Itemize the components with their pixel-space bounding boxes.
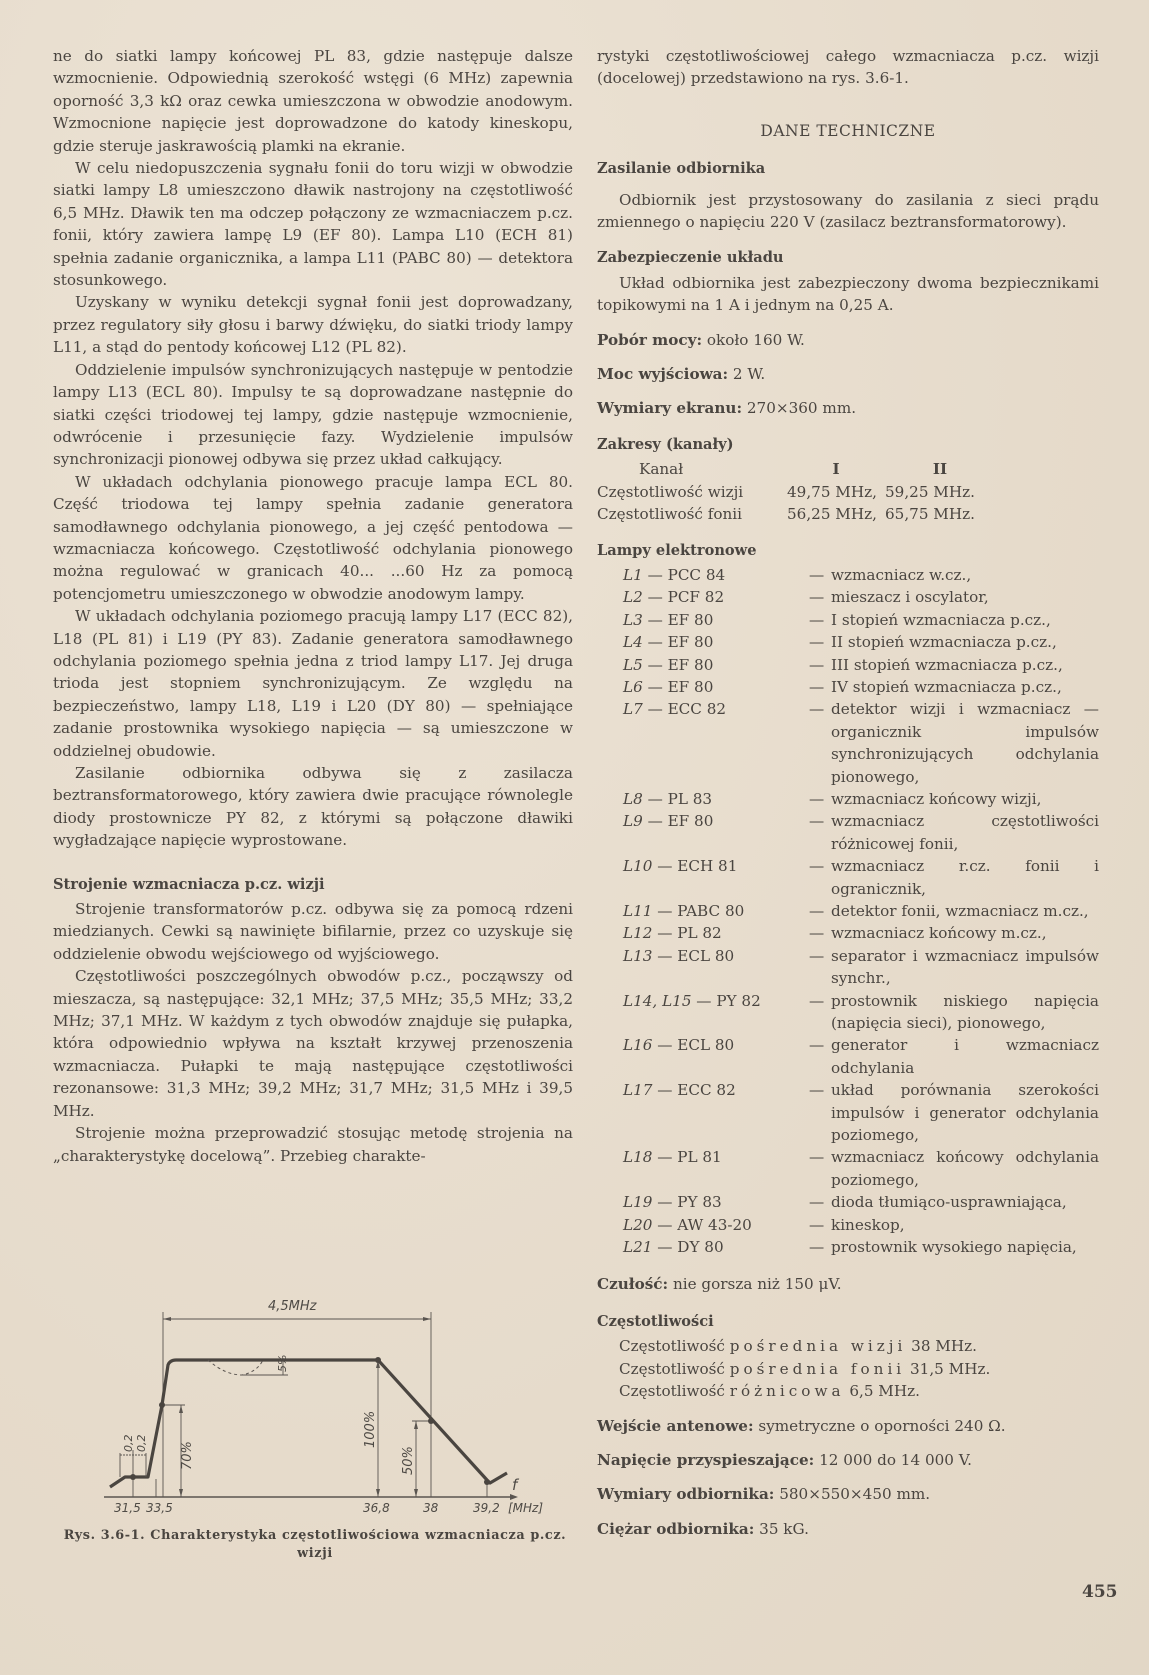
tube-type: PCC 84: [667, 565, 726, 584]
dash-separator: —: [642, 588, 668, 607]
tube-type: EF 80: [667, 610, 714, 629]
tube-function: separator i wzmacniacz impulsów synchr.,: [831, 946, 1099, 988]
dash-separator: —: [809, 655, 825, 674]
tube-type: EF 80: [667, 655, 714, 674]
dash-separator: —: [652, 1193, 678, 1212]
tube-id: [623, 698, 809, 788]
tube-designator: L21: [623, 1238, 653, 1257]
paragraph: W układach odchylania pionowego pracuje lampa ECL 80. Część triodowa tej lampy spełnia zadanie generatora samodławnego odchylania pionowego, a jej część pentodowa — wzmacniacza końcowego. Częstotliwość odchylania pionowego można regulować w granicach 40... ...60 Hz za pomocą potencjometru umieszczonego w obwodzie anodowym lampy.: [53, 472, 573, 603]
main-heading: DANE TECHNICZNE: [760, 121, 936, 140]
tube-type: PL 83: [667, 789, 713, 808]
dip-label: 5%: [276, 1354, 289, 1372]
paragraph: rystyki częstotliwościowej całego wzmacniacza p.cz. wizji (docelowej) przedstawiono na rys. 3.6-1.: [597, 47, 1099, 88]
tube-id: [623, 609, 809, 631]
tube-function: kineskop,: [831, 1215, 905, 1234]
label-100-percent: 100%: [363, 1410, 378, 1448]
tube-id: [623, 788, 809, 810]
spec-label: Wejście antenowe:: [597, 1416, 754, 1435]
dash-separator: —: [809, 610, 825, 629]
tick-label: 38: [423, 1501, 439, 1515]
caption-line: Rys. 3.6-1. Charakterystyka częstotliwościowa wzmacniacza p.cz.: [63, 1528, 567, 1543]
tube-designator: L11: [623, 902, 653, 920]
table-cell: 59,25 MHz.: [885, 482, 975, 501]
tube-list-item: [623, 1079, 1099, 1146]
axis-f-label: f: [512, 1476, 518, 1494]
tube-list-item: [623, 698, 1099, 788]
tick-label: 33,5: [146, 1501, 173, 1515]
tube-designator: L4: [623, 633, 643, 652]
tube-id: [623, 1191, 809, 1213]
dash-separator: —: [809, 812, 825, 831]
left-column: [53, 45, 573, 1167]
dash-separator: —: [809, 924, 825, 943]
paragraph: W celu niedopuszczenia sygnału fonii do toru wizji w obwodzie siatki lampy L8 umieszczono dławik nastrojony na częstotliwość 6,5 MHz. Dławik ten ma odczep połączony ze wzmacniaczem p.cz. fonii, który zawiera lampę L9 (EF 80). Lampa L10 (ECH 81) spełnia zadanie organicznika, a lampa L11 (PABC 80) — detektora stosunkowego.: [53, 159, 573, 290]
spec-value: symetryczne o oporności 240 Ω.: [758, 1416, 1006, 1435]
tube-function: mieszacz i oscylator,: [831, 588, 989, 607]
tube-list-item: [623, 631, 1099, 653]
spec-value: 270×360 mm.: [746, 399, 857, 418]
paragraph: Układ odbiornika jest zabezpieczony dwoma bezpiecznikami topikowymi na 1 A i jednym na 0,25 A.: [597, 273, 1099, 315]
channel-table: [597, 458, 1099, 525]
spec-label: Pobór mocy:: [597, 330, 703, 349]
dash-separator: —: [809, 1036, 825, 1055]
tube-designator: L18: [623, 1148, 653, 1167]
tube-type: PL 81: [677, 1148, 722, 1167]
tube-list-item: [623, 1146, 1099, 1191]
spec-antenna-input: [597, 1415, 1099, 1437]
tube-designator: L5: [623, 655, 643, 674]
spec-label: Czułość:: [597, 1274, 669, 1293]
tube-designator: L17: [623, 1081, 653, 1100]
spec-power-consumption: [597, 329, 1099, 351]
tube-list-item: [623, 654, 1099, 676]
tube-function: detektor wizji i wzmacniacz — organicznik impulsów synchronizujących odchylania pionowego,: [831, 700, 1099, 786]
tick-label: 39,2: [473, 1501, 500, 1515]
dash-separator: —: [809, 633, 825, 652]
tube-designator: L3: [623, 610, 643, 629]
freq-value: 38 MHz.: [911, 1337, 977, 1356]
tube-type: PABC 80: [677, 902, 745, 920]
spec-accel-voltage: [597, 1449, 1099, 1471]
tube-function: generator i wzmacniacz odchylania: [831, 1036, 1099, 1077]
tube-id: [623, 654, 809, 676]
dash-separator: —: [809, 1148, 825, 1167]
spec-value: 2 W.: [732, 365, 766, 384]
tube-type: ECL 80: [677, 1036, 735, 1055]
dash-separator: —: [809, 789, 825, 808]
tube-id: [623, 1034, 809, 1079]
tube-id: [623, 855, 809, 900]
dash-separator: —: [809, 677, 825, 696]
freq-type: pośrednia wizji: [729, 1337, 907, 1356]
tube-function: wzmacniacz końcowy m.cz.,: [831, 924, 1047, 943]
tube-designator: L12: [623, 924, 653, 943]
tube-type: PCF 82: [667, 588, 725, 607]
freq-prefix: Częstotliwość: [619, 1359, 725, 1378]
tube-list-item: [623, 990, 1099, 1035]
spec-screen-size: [597, 397, 1099, 419]
tube-id: [623, 586, 809, 608]
tube-function: prostownik wysokiego napięcia,: [831, 1238, 1077, 1257]
tube-type: EF 80: [667, 812, 714, 831]
tube-list-item: [623, 564, 1099, 586]
dash-separator: —: [809, 857, 825, 876]
tube-function: układ porównania szerokości impulsów i generator odchylania poziomego,: [831, 1081, 1099, 1145]
tube-list-item: [623, 676, 1099, 698]
dash-separator: —: [809, 1238, 825, 1257]
tick-label: 36,8: [363, 1501, 390, 1515]
tube-id: [623, 1214, 809, 1236]
spec-label: Moc wyjściowa:: [597, 365, 729, 384]
spec-sensitivity: [597, 1273, 1099, 1295]
dash-separator: —: [809, 588, 825, 607]
label-70-percent: 70%: [180, 1441, 195, 1470]
freq-value: 31,5 MHz.: [910, 1359, 991, 1378]
tube-type: PY 83: [677, 1193, 722, 1212]
table-cell: 65,75 MHz.: [885, 505, 975, 524]
spec-value: 580×550×450 mm.: [779, 1485, 931, 1504]
tube-list-item: [623, 922, 1099, 944]
dash-separator: —: [809, 1215, 825, 1234]
paragraph: Oddzielenie impulsów synchronizujących następuje w pentodzie lampy L13 (ECL 80). Impulsy te są doprowadzane następnie do siatki części triodowej tej lampy, gdzie następuje wzmocnienie, odwrócenie i przesunięcie fazy. Wydzielenie impulsów synchronizacji pionowej odbywa się przez układ całkujący.: [53, 360, 573, 469]
tube-designator: L13: [623, 946, 653, 965]
tick-label: 31,5: [114, 1501, 141, 1515]
tube-id: [623, 1236, 809, 1258]
tube-list-item: [623, 1191, 1099, 1213]
dash-separator: —: [809, 1193, 825, 1212]
figure-caption: [55, 1527, 575, 1563]
paragraph: Uzyskany w wyniku detekcji sygnał fonii jest doprowadzany, przez regulatory siły głosu i barwy dźwięku, do siatki triody lampy L11, a stąd do pentody końcowej L12 (PL 82).: [53, 293, 573, 357]
tube-type: ECH 81: [677, 857, 738, 876]
dash-separator: —: [652, 1148, 678, 1167]
paragraph: W układach odchylania poziomego pracują lampy L17 (ECC 82), L18 (PL 81) i L19 (PY 83). Zadanie generatora samodławnego odchylania poziomego spełnia jedna z triod lampy L17. Jej druga trioda jest stopniem synchronizującym. Ze względu na bezpieczeństwo, lampy L18, L19 i L20 (DY 80) — spełniające zadanie prostownika wysokiego napięcia — są umieszczone w oddzielnej obudowie.: [53, 607, 573, 760]
dash-separator: —: [652, 924, 678, 943]
frequency-response-figure: [90, 1290, 560, 1530]
dash-separator: —: [691, 991, 717, 1010]
paragraph: Strojenie transformatorów p.cz. odbywa się za pomocą rdzeni miedzianych. Cewki są nawinięte bifilarnie, przez co uzyskuje się oddzielenie obwodu wejściowego od wyjściowego.: [53, 900, 573, 963]
tube-function: prostownik niskiego napięcia (napięcia sieci), pionowego,: [831, 991, 1099, 1033]
tube-type: ECC 82: [677, 1081, 736, 1100]
tube-function: wzmacniacz końcowy wizji,: [831, 789, 1042, 808]
tube-type: EF 80: [667, 633, 714, 652]
frequency-item: [619, 1335, 1099, 1357]
dash-separator: —: [642, 677, 668, 696]
label-0-2-b: 0,2: [135, 1434, 148, 1452]
dash-separator: —: [652, 1036, 678, 1055]
spec-value: 35 kG.: [759, 1519, 809, 1538]
tube-list-item: [623, 1236, 1099, 1258]
paragraph: ne do siatki lampy końcowej PL 83, gdzie następuje dalsze wzmocnienie. Odpowiednią szerokość wstęgi (6 MHz) zapewnia oporność 3,3 kΩ oraz cewka umieszczona w obwodzie anodowym. Wzmocnione napięcie jest doprowadzone do katody kineskopu, gdzie steruje jaskrawością plamki na ekranie.: [53, 47, 573, 155]
dash-separator: —: [642, 812, 668, 831]
tube-function: wzmacniacz końcowy odchylania poziomego,: [831, 1148, 1099, 1189]
paragraph: Zasilanie odbiornika odbywa się z zasilacza beztransformatorowego, który zawiera dwie pracujące równolegle diody prostownicze PY 82, z którymi są połączone dławiki wygładzające napięcie wyprostowane.: [53, 764, 573, 850]
tube-type: ECC 82: [667, 700, 727, 719]
table-header: I: [832, 460, 840, 479]
page-number: 455: [1082, 1582, 1118, 1602]
dash-separator: —: [809, 946, 825, 965]
spec-label: Napięcie przyspieszające:: [597, 1450, 815, 1469]
tube-designator: L19: [623, 1193, 653, 1212]
label-50-percent: 50%: [401, 1446, 416, 1475]
table-header: II: [932, 460, 948, 479]
tube-function: dioda tłumiąco-usprawniająca,: [831, 1193, 1067, 1212]
table-cell: 49,75 MHz,: [787, 482, 877, 501]
spec-receiver-dimensions: [597, 1483, 1099, 1505]
tube-function: wzmacniacz r.cz. fonii i ogranicznik,: [831, 857, 1099, 898]
dash-separator: —: [809, 700, 825, 719]
spec-value: nie gorsza niż 150 μV.: [672, 1274, 842, 1293]
tube-function: wzmacniacz w.cz.,: [831, 565, 972, 584]
tube-id: [623, 1146, 809, 1191]
tube-type: AW 43-20: [677, 1215, 752, 1234]
section-heading: Zasilanie odbiornika: [597, 160, 766, 178]
dash-separator: —: [642, 700, 668, 719]
tube-list-item: [623, 609, 1099, 631]
tube-type: EF 80: [667, 677, 714, 696]
bandwidth-label: 4,5MHz: [268, 1299, 317, 1314]
freq-prefix: Częstotliwość: [619, 1337, 725, 1356]
section-heading: Lampy elektronowe: [597, 541, 757, 559]
tube-function: wzmacniacz częstotliwości różnicowej fonii,: [831, 812, 1099, 853]
dash-separator: —: [652, 902, 678, 920]
tube-list-item: [623, 586, 1099, 608]
paragraph: Strojenie można przeprowadzić stosując metodę strojenia na „charakterystykę docelową”. Przebieg charakte-: [53, 1124, 573, 1165]
tube-id: [623, 564, 809, 586]
tube-type: ECL 80: [677, 946, 735, 965]
freq-prefix: Częstotliwość: [619, 1382, 725, 1401]
table-cell: Częstotliwość fonii: [597, 505, 743, 524]
tube-list-item: [623, 1214, 1099, 1236]
freq-type: różnicowa: [729, 1382, 845, 1401]
tube-list-item: [623, 1034, 1099, 1079]
spec-value: około 160 W.: [706, 330, 805, 349]
dash-separator: —: [652, 1238, 678, 1257]
tube-list-item: [623, 810, 1099, 855]
section-heading: Zabezpieczenie układu: [597, 249, 784, 267]
dash-separator: —: [642, 565, 668, 584]
tube-designator: L9: [623, 812, 643, 831]
tube-type: DY 80: [677, 1238, 724, 1257]
tube-id: [623, 631, 809, 653]
spec-label: Ciężar odbiornika:: [597, 1519, 755, 1538]
caption-line: wizji: [297, 1546, 333, 1561]
dash-separator: —: [642, 655, 668, 674]
tube-list-item: [623, 855, 1099, 900]
tube-list: [623, 564, 1099, 1259]
dash-separator: —: [652, 857, 678, 876]
spec-label: Wymiary odbiornika:: [597, 1485, 775, 1504]
section-heading: Zakresy (kanały): [597, 435, 734, 453]
table-cell: 56,25 MHz,: [787, 505, 877, 524]
tube-designator: L7: [623, 700, 643, 719]
spec-output-power: [597, 363, 1099, 385]
label-0-2-a: 0,2: [122, 1434, 135, 1452]
dash-separator: —: [809, 991, 825, 1010]
tube-id: [623, 945, 809, 990]
frequency-list: [619, 1335, 1099, 1402]
dash-separator: —: [809, 1081, 825, 1100]
tube-id: [623, 1079, 809, 1146]
tube-type: PY 82: [716, 991, 761, 1010]
tube-id: [623, 810, 809, 855]
paragraph: Częstotliwości poszczególnych obwodów p.cz., począwszy od mieszacza, są następujące: 32,1 MHz; 37,5 MHz; 35,5 MHz; 33,2 MHz; 37,1 MHz. W każdym z tych obwodów znajduje się pułapka, która odpowiednio wpływa na kształt krzywej przenoszenia wzmacniacza. Pułapki te mają następujące częstotliwości rezonansowe: 31,3 MHz; 39,2 MHz; 31,7 MHz; 31,5 MHz i 39,5 MHz.: [53, 967, 573, 1120]
dash-separator: —: [809, 565, 825, 584]
dash-separator: —: [642, 633, 668, 652]
dash-separator: —: [652, 946, 678, 965]
section-heading: Częstotliwości: [597, 1312, 714, 1330]
tube-list-item: [623, 788, 1099, 810]
tube-designator: L2: [623, 588, 643, 607]
tube-designator: L8: [623, 789, 643, 808]
tube-id: [623, 900, 809, 922]
tube-function: IV stopień wzmacniacza p.cz.,: [831, 677, 1062, 696]
tube-id: [623, 922, 809, 944]
axis-unit-label: [MHz]: [508, 1501, 544, 1515]
tube-designator: L14, L15: [623, 991, 692, 1010]
tube-designator: L16: [623, 1036, 653, 1055]
tube-function: II stopień wzmacniacza p.cz.,: [831, 633, 1057, 652]
tube-list-item: [623, 945, 1099, 990]
spec-weight: [597, 1518, 1099, 1540]
freq-value: 6,5 MHz.: [849, 1382, 920, 1401]
dash-separator: —: [652, 1215, 678, 1234]
tube-designator: L1: [623, 565, 643, 584]
tube-function: III stopień wzmacniacza p.cz.,: [831, 655, 1063, 674]
tube-designator: L6: [623, 677, 643, 696]
frequency-item: [619, 1358, 1099, 1380]
right-column: [597, 45, 1099, 1540]
table-cell: Częstotliwość wizji: [597, 482, 744, 501]
tube-id: [623, 990, 809, 1035]
spec-label: Wymiary ekranu:: [597, 399, 743, 418]
dash-separator: —: [652, 1081, 678, 1100]
tube-id: [623, 676, 809, 698]
tube-type: PL 82: [677, 924, 722, 943]
dash-separator: —: [642, 789, 668, 808]
tube-designator: L10: [623, 857, 653, 876]
dash-separator: —: [642, 610, 668, 629]
tube-list-item: [623, 900, 1099, 922]
dash-separator: —: [809, 902, 825, 920]
tube-function: detektor fonii, wzmacniacz m.cz.,: [831, 902, 1089, 920]
freq-type: pośrednia fonii: [729, 1359, 906, 1378]
tube-function: I stopień wzmacniacza p.cz.,: [831, 610, 1051, 629]
tube-designator: L20: [623, 1215, 653, 1234]
section-heading: Strojenie wzmacniacza p.cz. wizji: [53, 875, 325, 893]
spec-value: 12 000 do 14 000 V.: [819, 1450, 972, 1469]
frequency-item: [619, 1380, 1099, 1402]
table-header: Kanał: [639, 460, 684, 479]
frequency-response-chart: [90, 1290, 560, 1530]
paragraph: Odbiornik jest przystosowany do zasilania z sieci prądu zmiennego o napięciu 220 V (zasilacz beztransformatorowy).: [597, 190, 1099, 232]
